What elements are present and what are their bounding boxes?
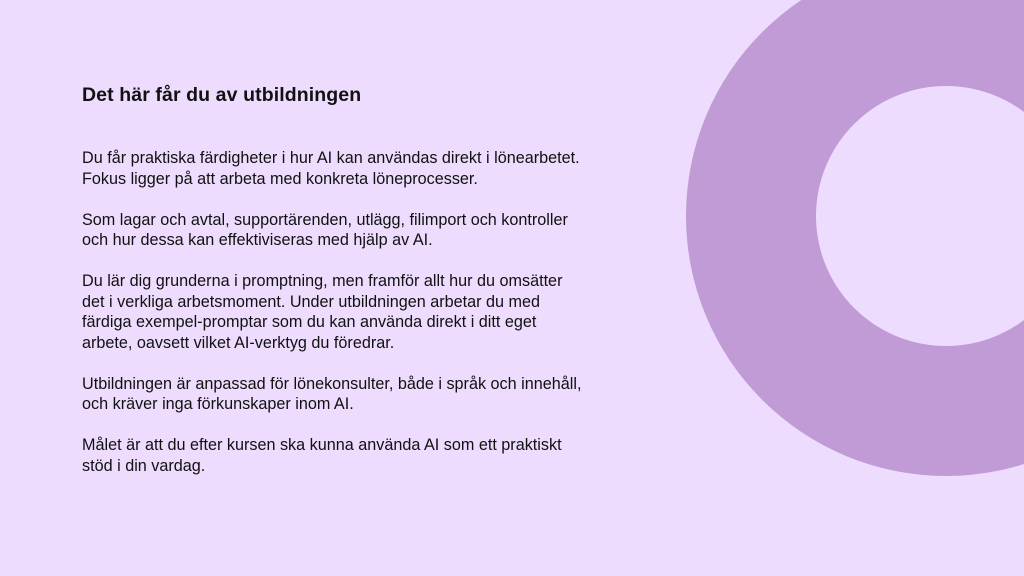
paragraph-line: färdiga exempel-promptar som du kan använda direkt i ditt eget xyxy=(82,313,537,331)
paragraph-line: stöd i din vardag. xyxy=(82,456,206,475)
paragraph-line: Utbildningen är anpassad för lönekonsulter, både i språk och innehåll, xyxy=(82,374,582,393)
paragraph-line: Som lagar och avtal, supportärenden, utlägg, filimport och kontroller xyxy=(82,210,568,229)
paragraph-line: och hur dessa kan effektiviseras med hjälp av AI. xyxy=(82,231,433,249)
paragraph-5 xyxy=(82,435,722,476)
paragraph-3 xyxy=(82,271,722,353)
paragraph-line: Målet är att du efter kursen ska kunna använda AI som ett praktiskt xyxy=(82,436,562,454)
paragraph-line: Fokus ligger på att arbeta med konkreta löneprocesser. xyxy=(82,169,478,188)
paragraph-line: Du lär dig grunderna i promptning, men framför allt hur du omsätter xyxy=(82,272,563,290)
paragraph-line: arbete, oavsett vilket AI-verktyg du föredrar. xyxy=(82,333,395,352)
paragraph-2 xyxy=(82,210,722,251)
slide-title: Det här får du av utbildningen xyxy=(82,84,362,106)
paragraph-line: och kräver inga förkunskaper inom AI. xyxy=(82,395,354,413)
paragraph-line: det i verkliga arbetsmoment. Under utbildningen arbetar du med xyxy=(82,292,541,311)
paragraph-line: Du får praktiska färdigheter i hur AI kan användas direkt i lönearbetet. xyxy=(82,149,580,167)
paragraph-4 xyxy=(82,374,722,415)
body-text xyxy=(82,148,722,497)
paragraph-1 xyxy=(82,148,722,189)
